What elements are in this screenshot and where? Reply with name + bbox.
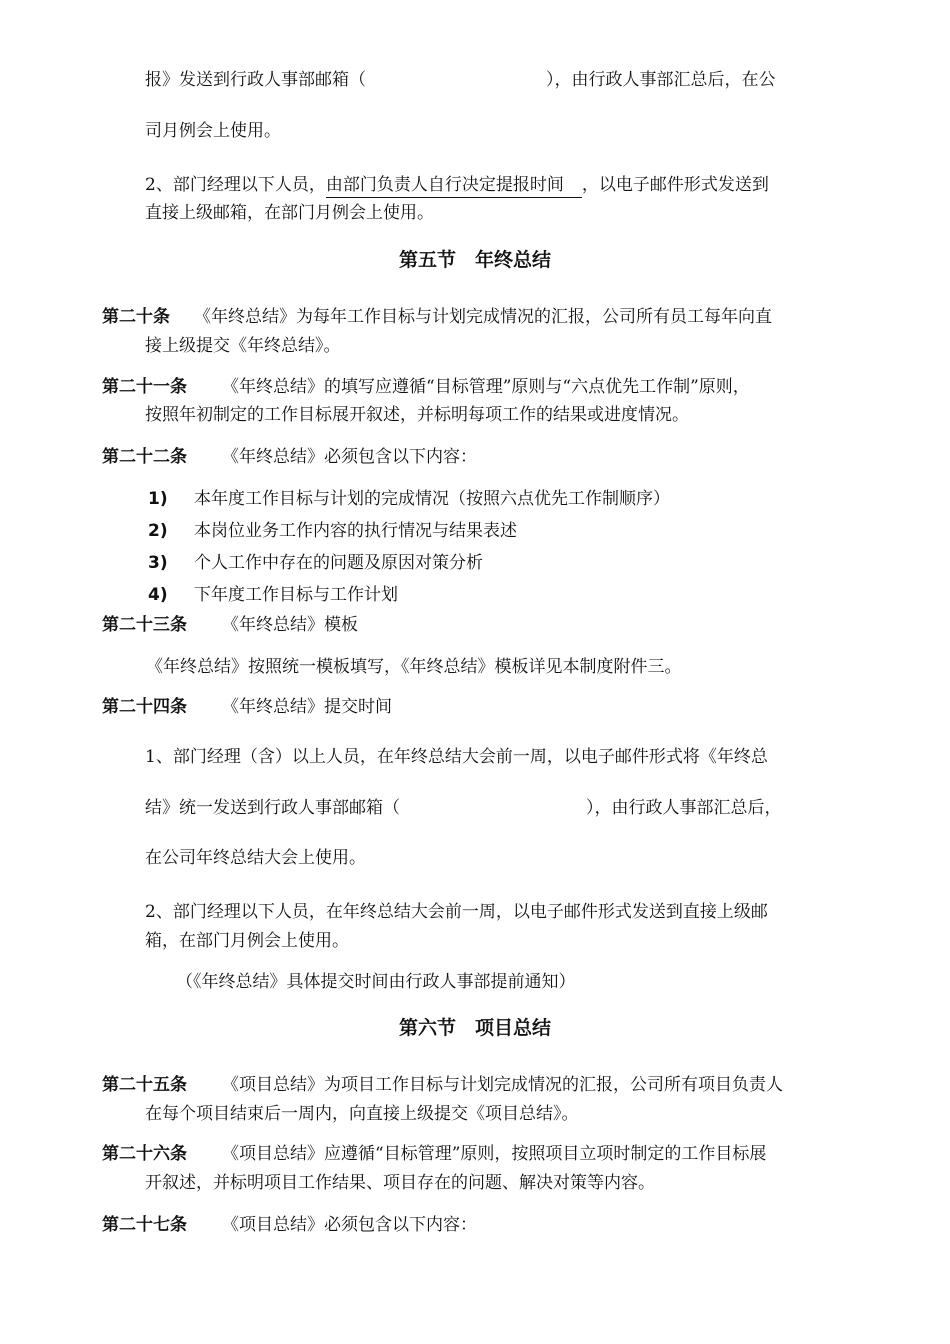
paragraph-line: 接上级提交《年终总结》。 <box>145 336 341 356</box>
article-24: 第二十四条 《年终总结》提交时间 <box>102 697 392 717</box>
article-label: 第二十二条 <box>102 447 187 467</box>
list-item: 2) 本岗位业务工作内容的执行情况与结果表述 <box>148 521 517 541</box>
paragraph-line: 在公司年终总结大会上使用。 <box>145 848 366 868</box>
list-item: 1) 本年度工作目标与计划的完成情况（按照六点优先工作制顺序） <box>148 489 670 509</box>
paragraph-line: 2、部门经理以下人员，在年终总结大会前一周，以电子邮件形式发送到直接上级邮 <box>145 902 768 922</box>
paragraph-line: 箱，在部门月例会上使用。 <box>145 931 349 951</box>
section-heading: 第五节 年终总结 <box>398 249 551 271</box>
paragraph-line: 1、部门经理（含）以上人员，在年终总结大会前一周，以电子邮件形式将《年终总 <box>145 747 768 767</box>
article-label: 第二十条 <box>102 307 170 327</box>
paragraph-line: 开叙述，并标明项目工作结果、项目存在的问题、解决对策等内容。 <box>145 1173 655 1193</box>
article-25: 第二十五条 《项目总结》为项目工作目标与计划完成情况的汇报，公司所有项目负责人 <box>102 1075 783 1095</box>
article-label: 第二十三条 <box>102 615 187 635</box>
article-label: 第二十四条 <box>102 697 187 717</box>
article-21: 第二十一条 《年终总结》的填写应遵循“目标管理”原则与“六点优先工作制”原则， <box>102 377 750 397</box>
article-label: 第二十一条 <box>102 377 187 397</box>
section-heading: 第六节 项目总结 <box>398 1017 551 1039</box>
article-26: 第二十六条 《项目总结》应遵循“目标管理”原则，按照项目立项时制定的工作目标展 <box>102 1144 767 1164</box>
list-item: 4) 下年度工作目标与工作计划 <box>148 585 398 605</box>
note: （《年终总结》具体提交时间由行政人事部提前通知） <box>176 972 576 992</box>
paragraph-line: 直接上级邮箱，在部门月例会上使用。 <box>145 203 434 223</box>
article-label: 第二十六条 <box>102 1144 187 1164</box>
paragraph-line: 结》统一发送到行政人事部邮箱（ ），由行政人事部汇总后， <box>145 798 782 818</box>
paragraph-line: 2、部门经理以下人员，由部门负责人自行决定提报时间 ，以电子邮件形式发送到 <box>145 173 769 198</box>
paragraph-line: 司月例会上使用。 <box>145 121 281 141</box>
article-20: 第二十条 《年终总结》为每年工作目标与计划完成情况的汇报，公司所有员工每年向直 <box>102 307 772 327</box>
article-label: 第二十五条 <box>102 1075 187 1095</box>
article-label: 第二十七条 <box>102 1215 187 1235</box>
article-27: 第二十七条 《项目总结》必须包含以下内容： <box>102 1215 477 1235</box>
paragraph-line: 报》发送到行政人事部邮箱（ ），由行政人事部汇总后，在公 <box>145 70 776 90</box>
article-22: 第二十二条 《年终总结》必须包含以下内容： <box>102 447 477 467</box>
paragraph-line: 《年终总结》按照统一模板填写，《年终总结》模板详见本制度附件三。 <box>146 657 682 677</box>
underlined-text: 由部门负责人自行决定提报时间 <box>326 173 582 198</box>
article-23: 第二十三条 《年终总结》模板 <box>102 615 358 635</box>
paragraph-line: 按照年初制定的工作目标展开叙述，并标明每项工作的结果或进度情况。 <box>145 405 689 425</box>
paragraph-line: 在每个项目结束后一周内，向直接上级提交《项目总结》。 <box>145 1104 579 1124</box>
list-item: 3) 个人工作中存在的问题及原因对策分析 <box>148 553 483 573</box>
